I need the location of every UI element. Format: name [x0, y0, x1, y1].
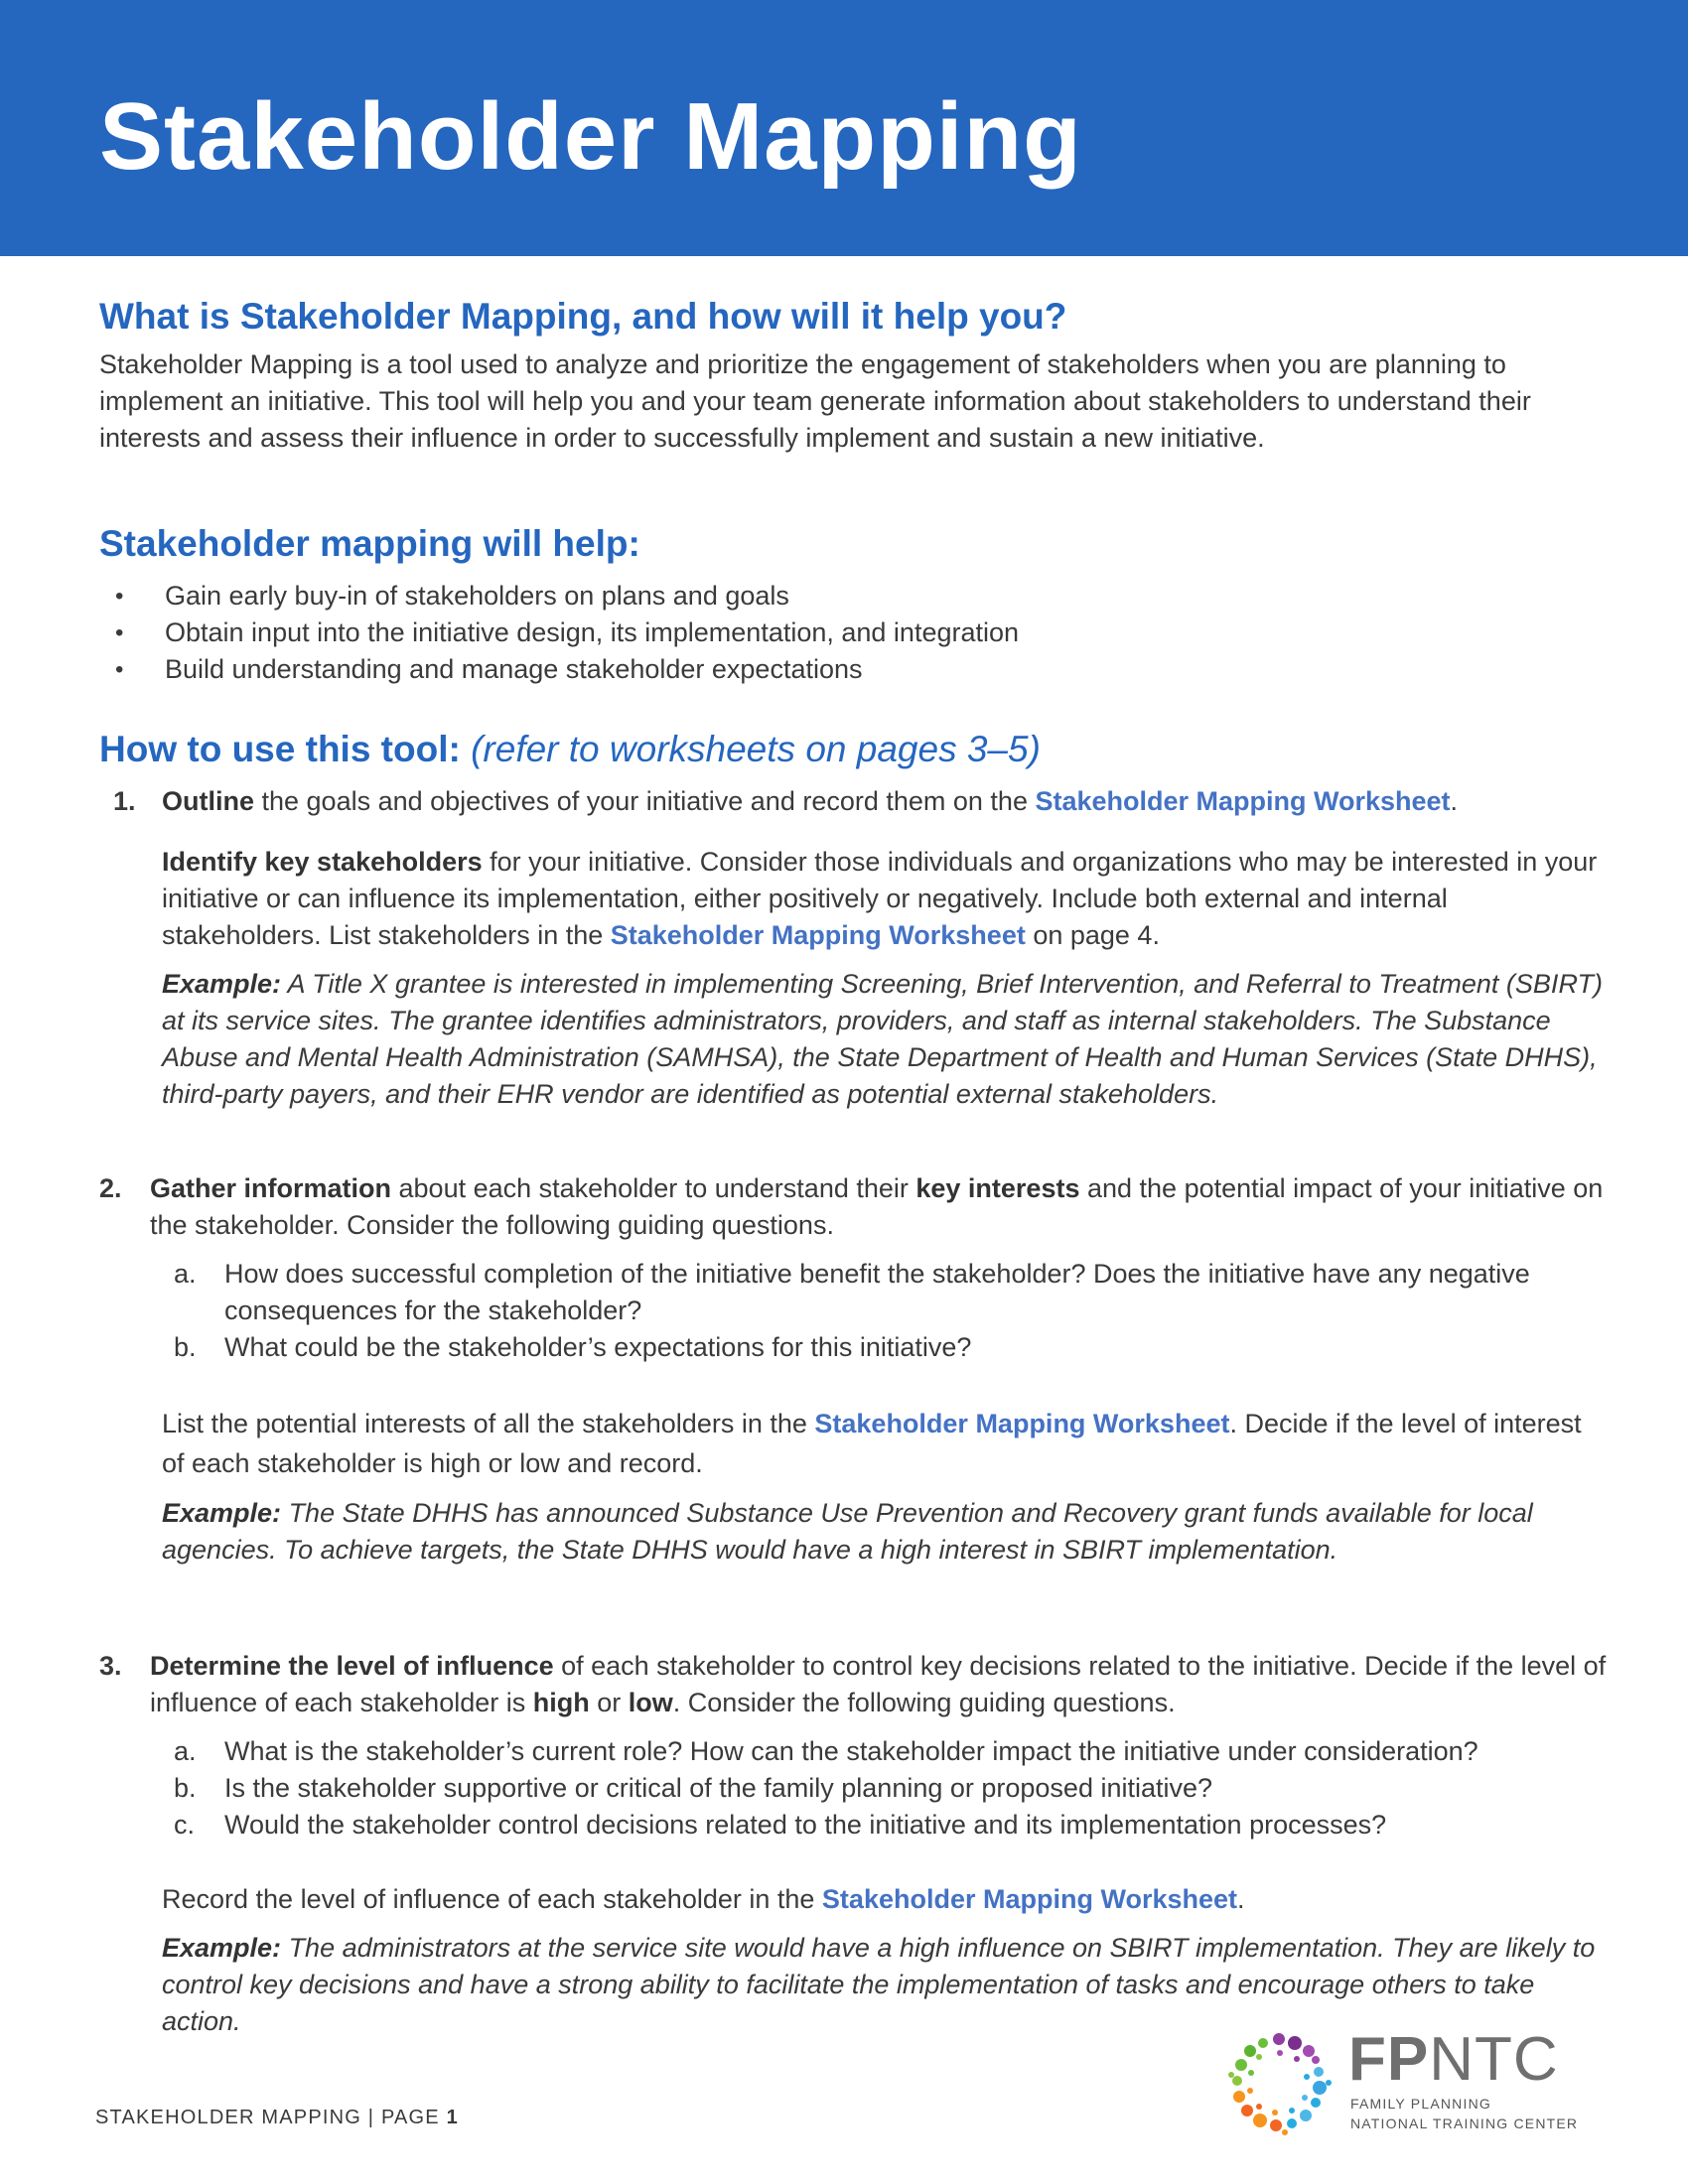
logo-line-2: NATIONAL TRAINING CENTER	[1350, 2116, 1579, 2131]
step-3-example-text: The administrators at the service site would have a high influence on SBIRT implementation. They are likely to control key decisions and have a strong ability to facilitate the implementation of tasks and encourage others to take action.	[162, 1933, 1596, 2037]
question-letter: b.	[174, 1332, 197, 1363]
list-item	[150, 1256, 1609, 1329]
list-item	[150, 1329, 1609, 1366]
worksheet-link[interactable]: Stakeholder Mapping Worksheet	[821, 1884, 1237, 1915]
step-2-lead: Gather information	[150, 1173, 392, 1204]
help-list	[99, 578, 1609, 688]
step-2	[99, 1170, 1609, 1569]
step-2-example-text: The State DHHS has announced Substance Use Prevention and Recovery grant funds available for local agencies. To achieve targets, the State DHHS would have a high interest in SBIRT implementation.	[162, 1498, 1533, 1566]
step-3-or: or	[589, 1688, 629, 1718]
step-3-example	[162, 1930, 1609, 2040]
step-2-text	[150, 1170, 1609, 1244]
question-text: Is the stakeholder supportive or critical of the family planning or proposed initiative?	[224, 1773, 1213, 1804]
example-label: Example:	[162, 1933, 282, 1964]
question-letter: a.	[174, 1259, 197, 1290]
question-text: What could be the stakeholder’s expectations for this initiative?	[224, 1332, 972, 1363]
step-2-questions	[150, 1256, 1609, 1366]
howto-heading-text: How to use this tool:	[99, 729, 461, 770]
step-1-identify-end: on page 4.	[1025, 920, 1160, 951]
worksheet-link[interactable]: Stakeholder Mapping Worksheet	[610, 920, 1026, 951]
list-item	[150, 1770, 1609, 1807]
help-heading: Stakeholder mapping will help:	[99, 523, 640, 565]
step-2-example	[162, 1495, 1609, 1569]
step-3-record-end: .	[1237, 1884, 1245, 1915]
howto-heading-note: (refer to worksheets on pages 3–5)	[471, 729, 1041, 770]
logo-line-1: FAMILY PLANNING	[1350, 2096, 1491, 2112]
step-3-record-body: Record the level of influence of each stakeholder in the	[162, 1884, 822, 1915]
question-text: How does successful completion of the initiative benefit the stakeholder? Does the initiative have any negative consequences for the stakeholder?	[224, 1259, 1530, 1326]
step-1-body: the goals and objectives of your initiative and record them on the	[254, 786, 1036, 817]
step-3-lead: Determine the level of influence	[150, 1651, 554, 1682]
main-content	[99, 293, 1609, 2040]
step-3	[99, 1648, 1609, 2040]
step-1-example	[162, 966, 1609, 1113]
howto-heading	[99, 726, 1609, 773]
question-letter: c.	[174, 1810, 196, 1841]
page-number: 1	[446, 2107, 459, 2128]
step-1-lead: Outline	[162, 786, 254, 817]
step-3-body: of each stakeholder to control key decisions related to the initiative. Decide if the level of influence of each stakeholder is	[150, 1651, 1607, 1718]
step-1-identify-lead: Identify key stakeholders	[162, 847, 483, 878]
step-number: 1.	[113, 786, 136, 817]
question-letter: b.	[174, 1773, 197, 1804]
step-2-list-end: . Decide if the level of interest of each stakeholder is high or low and record.	[162, 1409, 1582, 1479]
example-label: Example:	[162, 969, 282, 1000]
question-text: Would the stakeholder control decisions related to the initiative and its implementation processes?	[224, 1810, 1387, 1841]
logo-wordmark	[1348, 2025, 1559, 2094]
step-3-body-end: . Consider the following guiding questions.	[672, 1688, 1176, 1718]
step-2-list-text	[162, 1404, 1609, 1483]
step-2-key-interests: key interests	[915, 1173, 1080, 1204]
list-item	[150, 1807, 1609, 1843]
dot-ring-icon	[1219, 2027, 1338, 2136]
step-1-end: .	[1450, 786, 1459, 817]
worksheet-link[interactable]: Stakeholder Mapping Worksheet	[814, 1409, 1230, 1439]
list-item	[150, 1733, 1609, 1770]
example-label: Example:	[162, 1498, 282, 1529]
question-letter: a.	[174, 1736, 197, 1767]
help-section	[99, 520, 1609, 688]
step-3-questions	[150, 1733, 1609, 1843]
intro-section	[99, 293, 1609, 457]
step-2-list-body: List the potential interests of all the stakeholders in the	[162, 1409, 815, 1439]
footer-label: STAKEHOLDER MAPPING | PAGE	[95, 2107, 447, 2128]
page-footer	[95, 2107, 459, 2129]
step-3-text	[150, 1648, 1609, 1721]
intro-paragraph: Stakeholder Mapping is a tool used to analyze and prioritize the engagement of stakeholders when you are planning to implement an initiative. This tool will help you and your team generate information about stakeholders to understand their interests and assess their influence in order to successfully implement and sustain a new initiative.	[99, 349, 1531, 454]
question-text: What is the stakeholder’s current role? How can the stakeholder impact the initiative under consideration?	[224, 1736, 1478, 1767]
step-1-identify-text	[162, 844, 1609, 954]
worksheet-link[interactable]: Stakeholder Mapping Worksheet	[1035, 786, 1451, 817]
logo-fp: FP	[1348, 2025, 1430, 2094]
step-1-text	[162, 783, 1609, 820]
step-3-record-text	[162, 1881, 1609, 1918]
step-1-identify-body: for your initiative. Consider those individuals and organizations who may be interested in your initiative or can influence its implementation, either positively or negatively. Include both external and internal stakeholders. List stakeholders in the	[162, 847, 1598, 951]
step-1-example-text: A Title X grantee is interested in implementing Screening, Brief Intervention, and Referral to Treatment (SBIRT) at its service sites. The grantee identifies administrators, providers, and staff as internal stakeholders. The Substance Abuse and Mental Health Administration (SAMHSA), the State Department of Health and Human Services (State DHHS), third-party payers, and their EHR vendor are identified as potential external stakeholders.	[162, 969, 1603, 1110]
page-title: Stakeholder Mapping	[99, 83, 1082, 190]
list-item: • Gain early buy-in of stakeholders on plans and goals	[99, 578, 1609, 614]
step-1	[99, 783, 1609, 1113]
step-2-body-end: and the potential impact of your initiative on the stakeholder. Consider the following guiding questions.	[150, 1173, 1604, 1241]
intro-heading: What is Stakeholder Mapping, and how will it help you?	[99, 296, 1067, 337]
step-2-body: about each stakeholder to understand their	[391, 1173, 916, 1204]
logo-ntc: NTC	[1429, 2025, 1559, 2094]
step-number: 2.	[99, 1173, 122, 1204]
list-item: • Build understanding and manage stakeholder expectations	[99, 651, 1609, 688]
step-number: 3.	[99, 1651, 122, 1682]
howto-section	[99, 726, 1609, 2040]
list-item: • Obtain input into the initiative design, its implementation, and integration	[99, 614, 1609, 651]
title-banner	[0, 0, 1688, 256]
step-3-low: low	[628, 1688, 673, 1718]
fpntc-logo	[1219, 2027, 1597, 2136]
step-3-high: high	[532, 1688, 590, 1718]
